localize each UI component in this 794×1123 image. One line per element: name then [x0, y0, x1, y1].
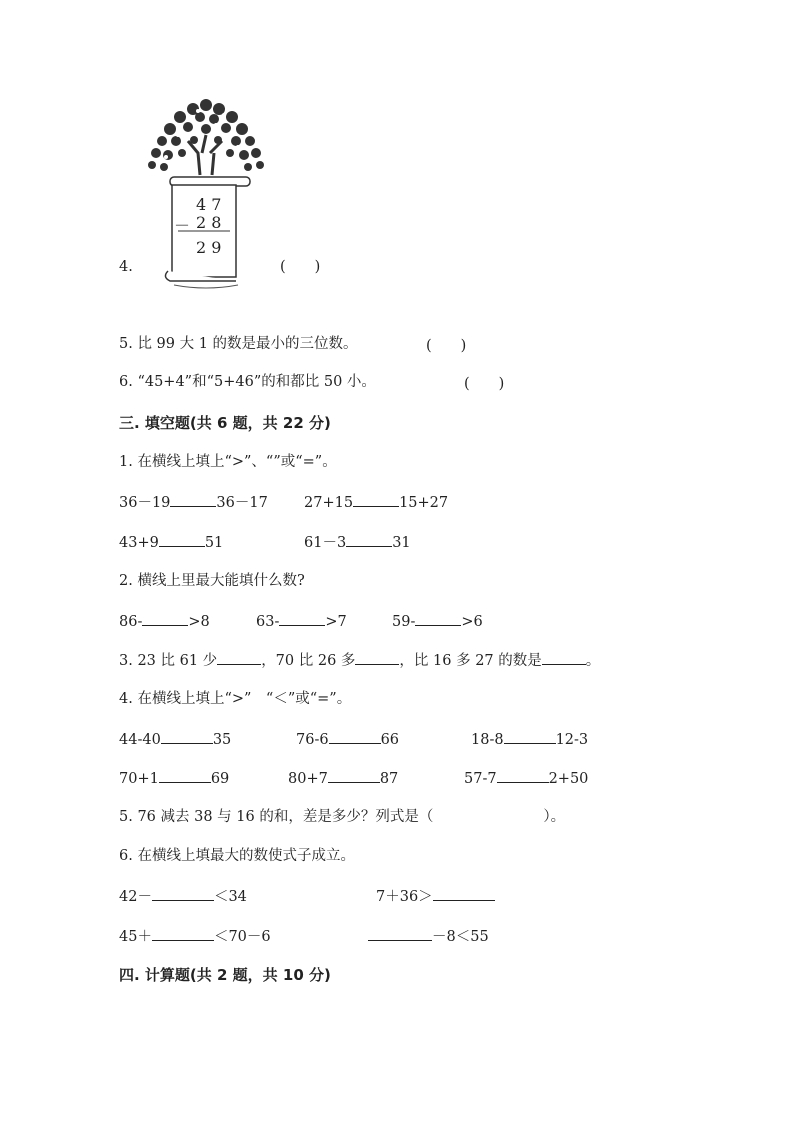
expr-right: >7 — [325, 614, 347, 630]
answer-blank[interactable] — [542, 650, 586, 665]
answer-blank[interactable] — [159, 532, 205, 547]
answer-blank[interactable] — [328, 768, 380, 783]
answer-blank[interactable] — [279, 611, 325, 626]
expr-right: 36－17 — [216, 495, 268, 511]
expr-right: 87 — [379, 771, 399, 787]
fill-1-prompt: 1. 在横线上填上“>”、“”或“=”。 — [119, 454, 337, 470]
expr-right: 15+27 — [399, 495, 449, 511]
expr-right: 69 — [210, 771, 230, 787]
expr-right: >6 — [461, 614, 483, 630]
expr-left: 70+1 — [119, 771, 159, 787]
text-part: ，70 比 26 多 — [261, 653, 356, 669]
expr-right: ＜34 — [213, 889, 247, 905]
text-part: 3. 23 比 61 少 — [119, 653, 218, 669]
fill-2-item-a — [119, 611, 210, 632]
fill-6-row-2a — [119, 926, 271, 947]
fill-6-row-2b — [368, 926, 489, 947]
fill-5-sentence — [119, 807, 565, 827]
fill-4-row-1a — [119, 729, 231, 750]
answer-blank[interactable] — [152, 926, 214, 941]
expr-right: 51 — [204, 535, 224, 551]
answer-blank[interactable] — [353, 492, 399, 507]
question-4-number: 4. — [119, 259, 133, 275]
expr-right: 35 — [212, 732, 232, 748]
question-6-answer-paren[interactable]: ( ) — [464, 376, 505, 392]
fill-6-row-1a — [119, 886, 247, 907]
text-part: ，比 16 多 27 的数是 — [399, 653, 542, 669]
fill-4-row-2b — [288, 768, 398, 789]
answer-blank[interactable] — [159, 768, 211, 783]
section-4-title: 四. 计算题(共 2 题，共 10 分) — [119, 966, 331, 984]
answer-blank[interactable] — [346, 532, 392, 547]
expr-left: 86- — [119, 614, 143, 630]
expr-left: 43+9 — [119, 535, 159, 551]
expr-right: >8 — [188, 614, 210, 630]
fill-4-prompt: 4. 在横线上填上“>” “＜”或“=”。 — [119, 691, 352, 707]
answer-blank[interactable] — [433, 886, 495, 901]
fill-1-row-1a — [119, 492, 268, 513]
fill-2-prompt: 2. 横线上里最大能填什么数? — [119, 573, 305, 589]
expr-left: 44-40 — [119, 732, 161, 748]
expr-left: 80+7 — [288, 771, 328, 787]
answer-blank[interactable] — [497, 768, 549, 783]
text-part: 。 — [585, 653, 601, 669]
expr-left: 36－19 — [119, 495, 171, 511]
fill-1-row-2a — [119, 532, 223, 553]
expr-left: 57-7 — [464, 771, 497, 787]
expr-left: 76-6 — [296, 732, 329, 748]
fill-6-prompt: 6. 在横线上填最大的数使式子成立。 — [119, 848, 355, 864]
question-5-text: 5. 比 99 大 1 的数是最小的三位数。 — [119, 336, 358, 352]
expr-left: 42－ — [119, 889, 152, 905]
scroll-row-2: 2 8 — [196, 213, 222, 232]
question-6-text: 6. “45+4”和“5+46”的和都比 50 小。 — [119, 374, 376, 390]
expr-right: －8＜55 — [432, 929, 489, 945]
expr-left: 63- — [256, 614, 280, 630]
fill-2-item-b — [256, 611, 347, 632]
fill-4-row-2c — [464, 768, 588, 789]
fill-4-row-2a — [119, 768, 229, 789]
answer-blank[interactable] — [161, 729, 213, 744]
answer-blank[interactable] — [170, 492, 216, 507]
answer-blank[interactable] — [368, 926, 432, 941]
expr-right: 66 — [380, 732, 400, 748]
question-5-answer-paren[interactable]: ( ) — [426, 338, 467, 354]
scroll-row-3: 2 9 — [196, 238, 222, 257]
expr-right: 31 — [392, 535, 411, 551]
answer-blank[interactable] — [152, 886, 214, 901]
expr-left: 18-8 — [471, 732, 504, 748]
expr-right: ＜70－6 — [213, 929, 271, 945]
fill-4-row-1c — [471, 729, 588, 750]
answer-blank[interactable] — [329, 729, 381, 744]
answer-blank[interactable] — [415, 611, 461, 626]
section-3-title: 三. 填空题(共 6 题，共 22 分) — [119, 414, 331, 432]
expr-left: 59- — [392, 614, 416, 630]
expr-left: 7＋36＞ — [376, 889, 433, 905]
fill-6-row-1b — [376, 886, 495, 907]
fill-1-row-2b — [304, 532, 411, 553]
fill-3-sentence — [119, 650, 600, 671]
expr-left: 27+15 — [304, 495, 354, 511]
fill-4-row-1b — [296, 729, 399, 750]
fill-2-item-c — [392, 611, 483, 632]
answer-blank[interactable] — [355, 650, 399, 665]
expr-right: 12-3 — [555, 732, 589, 748]
scroll-row-1: 4 7 — [196, 195, 222, 214]
scroll-minus-sign: － — [174, 216, 191, 235]
expr-left: 45＋ — [119, 929, 152, 945]
expr-right: 2+50 — [548, 771, 589, 787]
tree-scroll-illustration — [138, 95, 274, 290]
expr-left: 61－3 — [304, 535, 347, 551]
question-4-answer-paren[interactable]: ( ) — [280, 259, 321, 275]
answer-blank[interactable] — [142, 611, 188, 626]
answer-blank[interactable] — [217, 650, 261, 665]
fill-1-row-1b — [304, 492, 448, 513]
answer-blank[interactable] — [504, 729, 556, 744]
text-part: 5. 76 减去 38 与 16 的和，差是多少？列式是（ — [119, 809, 434, 825]
text-part: ）。 — [543, 809, 566, 825]
